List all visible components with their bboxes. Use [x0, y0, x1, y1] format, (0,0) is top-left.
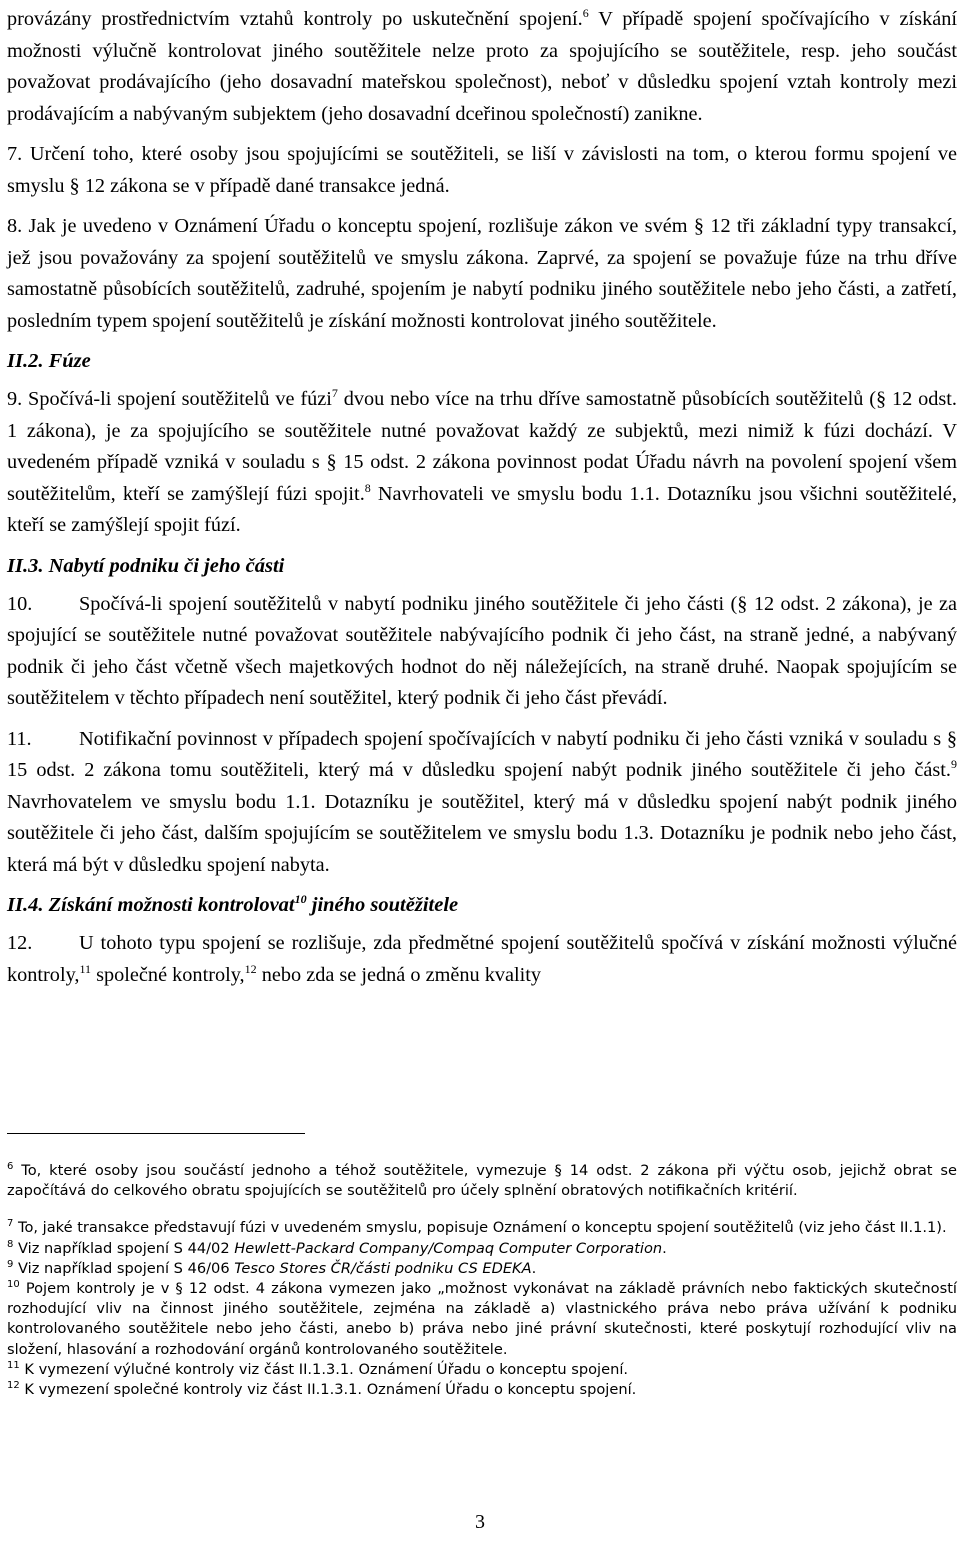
- paragraph-text: Navrhovatelem ve smyslu bodu 1.1. Dotazníku je soutěžitel, který má v důsledku spojení nabýt podnik jiného soutěžitele či jeho část, dalším spojujícím se soutěžitelem ve smyslu bodu 1.3. Dotazníku je podnik nebo jeho část, která má být v důsledku spojení nabyta.: [7, 790, 957, 876]
- footnote-9: [7, 1259, 957, 1279]
- paragraph-9: [7, 384, 957, 542]
- paragraph-8: 8. Jak je uvedeno v Oznámení Úřadu o konceptu spojení, rozlišuje zákon ve svém § 12 tři základní typy transakcí, jež jsou považovány za spojení soutěžitelů ve smyslu zákona. Zaprvé, za spojení se považuje fúze na trhu dříve samostatně působících soutěžitelů, zadruhé, spojením je nabytí podniku jiného soutěžitele nebo jeho části, a zatřetí, posledním typem spojení soutěžitelů je získání možnosti kontrolovat jiného soutěžitele.: [7, 215, 957, 332]
- footnote-text: Pojem kontroly je v § 12 odst. 4 zákona vymezen jako „možnost vykonávat na základě právních nebo faktických skutečností rozhodující vliv na činnost jiného soutěžitele, zejména na základě a) vlastnického práva nebo práva užívání k podniku kontrolovaného soutěžitele nebo jeho části, anebo b) práva nebo jiné právní skutečnosti, které poskytují rozhodující vliv na složení, hlasování a rozhodování orgánů kontrolovaného soutěžitele.: [7, 1280, 957, 1358]
- footnote-ref: 8: [364, 480, 371, 495]
- paragraph-text: 9. Spočívá-li spojení soutěžitelů ve fúzi: [7, 388, 332, 410]
- footnote-6: [7, 1161, 957, 1201]
- footnotes: [7, 1161, 957, 1400]
- footnote-ref: 9: [951, 757, 957, 772]
- footnote-text: To, jaké transakce představují fúzi v uvedeném smyslu, popisuje Oznámení o konceptu spojení soutěžitelů (viz jeho část II.1.1).: [13, 1219, 947, 1237]
- heading-text: jiného soutěžitele: [306, 894, 459, 916]
- footnote-number: 10: [7, 1279, 20, 1291]
- footnote-text: K vymezení společné kontroly viz část II.1.3.1. Oznámení Úřadu o konceptu spojení.: [19, 1381, 637, 1399]
- footnote-11: [7, 1360, 957, 1380]
- heading-ii2: II.2. Fúze: [7, 350, 91, 372]
- paragraph-12: [7, 928, 957, 991]
- paragraph-text: Navrhovateli ve smyslu bodu 1.1. Dotazníku jsou všichni soutěžitelé, kteří se zamýšlejí spojit fúzí.: [7, 482, 957, 536]
- document-body: [7, 4, 957, 1000]
- heading-text: II.4. Získání možnosti kontrolovat: [7, 894, 295, 916]
- footnote-text: Viz například spojení S 44/02: [13, 1239, 235, 1257]
- footnote-number: 6: [7, 1161, 14, 1173]
- case-name: Hewlett-Packard Company/Compaq Computer Corporation: [234, 1239, 663, 1257]
- footnote-ref: 11: [79, 961, 92, 976]
- footnote-separator: [7, 1133, 305, 1134]
- footnote-10: [7, 1279, 957, 1360]
- paragraph-7: 7. Určení toho, které osoby jsou spojujícími se soutěžiteli, se liší v závislosti na tom, o kterou formu spojení ve smyslu § 12 zákona se v případě dané transakce jedná.: [7, 143, 957, 197]
- paragraph-number: 10.: [7, 592, 33, 615]
- footnote-ref: 6: [582, 6, 589, 21]
- paragraph-text: nebo zda se jedná o změnu kvality: [256, 963, 542, 986]
- footnote-number: 11: [7, 1359, 20, 1371]
- footnote-12: [7, 1380, 957, 1400]
- footnote-number: 9: [7, 1258, 14, 1270]
- paragraph-number: 11.: [7, 727, 32, 750]
- paragraph-text: společné kontroly,: [91, 963, 245, 986]
- page-number: 3: [475, 1511, 485, 1533]
- footnote-number: 12: [7, 1380, 20, 1392]
- footnote-text: To, které osoby jsou součástí jednoho a téhož soutěžitele, vymezuje § 14 odst. 2 zákona při výčtu osob, jejichž obrat se započítává do celkového obratu spojujících se soutěžitelů pro účely splnění obratových notifikačních kritérií.: [7, 1162, 957, 1200]
- paragraph-text: provázány prostřednictvím vztahů kontroly po uskutečnění spojení.: [7, 8, 583, 30]
- footnote-text: K vymezení výlučné kontroly viz část II.1.3.1. Oznámení Úřadu o konceptu spojení.: [19, 1360, 629, 1378]
- paragraph-text: dvou nebo více na trhu dříve samostatně působících soutěžitelů (§ 12 odst. 1 zákona), je za spojujícího se soutěžitele nutné považovat každý ze subjektů, mezi nimiž k fúzi dochází. V uvedeném případě vzniká v souladu s § 15 odst. 2 zákona povinnost podat Úřadu návrh na povolení spojení všem soutěžitelům, kteří se zamýšlejí fúzi spojit.: [7, 388, 957, 505]
- paragraph-continuation: [7, 4, 957, 130]
- footnote-number: 8: [7, 1238, 14, 1250]
- paragraph-text: Spočívá-li spojení soutěžitelů v nabytí podniku jiného soutěžitele či jeho části (§ 12 odst. 2 zákona), je za spojující se soutěžitele nutné považovat soutěžitele nabývajícího podnik či jeho část, na straně jedné, a nabývaný podnik či jeho část včetně všech majetkových hodnot do něj náležejících, na straně druhé. Naopak spojujícím se soutěžitelem v těchto případech není soutěžitel, který podnik či jeho část převádí.: [7, 592, 957, 709]
- paragraph-text: U tohoto typu spojení se rozlišuje, zda předmětné spojení soutěžitelů spočívá v získání možnosti výlučné kontroly,: [7, 932, 957, 986]
- heading-ii3: II.3. Nabytí podniku či jeho části: [7, 554, 285, 577]
- paragraph-number: 12.: [7, 932, 33, 954]
- footnote-8: [7, 1239, 957, 1259]
- paragraph-11: [7, 724, 957, 882]
- footnote-number: 7: [7, 1218, 14, 1230]
- paragraph-text: Notifikační povinnost v případech spojení spočívajících v nabytí podniku či jeho části vzniká v souladu s § 15 odst. 2 zákona tomu soutěžiteli, který má v důsledku spojení nabýt podnik jiného soutěžitele či jeho část.: [7, 727, 957, 781]
- footnote-ref: 12: [244, 961, 257, 976]
- footnote-ref: 10: [294, 892, 307, 907]
- paragraph-text: V případě spojení spočívajícího v získání možnosti výlučně kontrolovat jiného soutěžitele nelze proto za spojujícího se soutěžitele, resp. jeho součást považovat prodávajícího (jeho dosavadní mateřskou společnost), neboť v důsledku spojení vztah kontroly mezi prodávajícím a nabývaným subjektem (jeho dosavadní dceřinou společností) zanikne.: [7, 8, 957, 125]
- footnote-text: Viz například spojení S 46/06: [13, 1259, 235, 1277]
- footnote-text: .: [531, 1259, 537, 1277]
- heading-ii4: [7, 890, 957, 920]
- case-name: Tesco Stores ČR/části podniku CS EDEKA: [234, 1259, 532, 1277]
- footnote-7: [7, 1218, 957, 1238]
- footnote-text: .: [662, 1239, 667, 1257]
- paragraph-10: [7, 589, 957, 715]
- footnote-ref: 7: [331, 386, 338, 401]
